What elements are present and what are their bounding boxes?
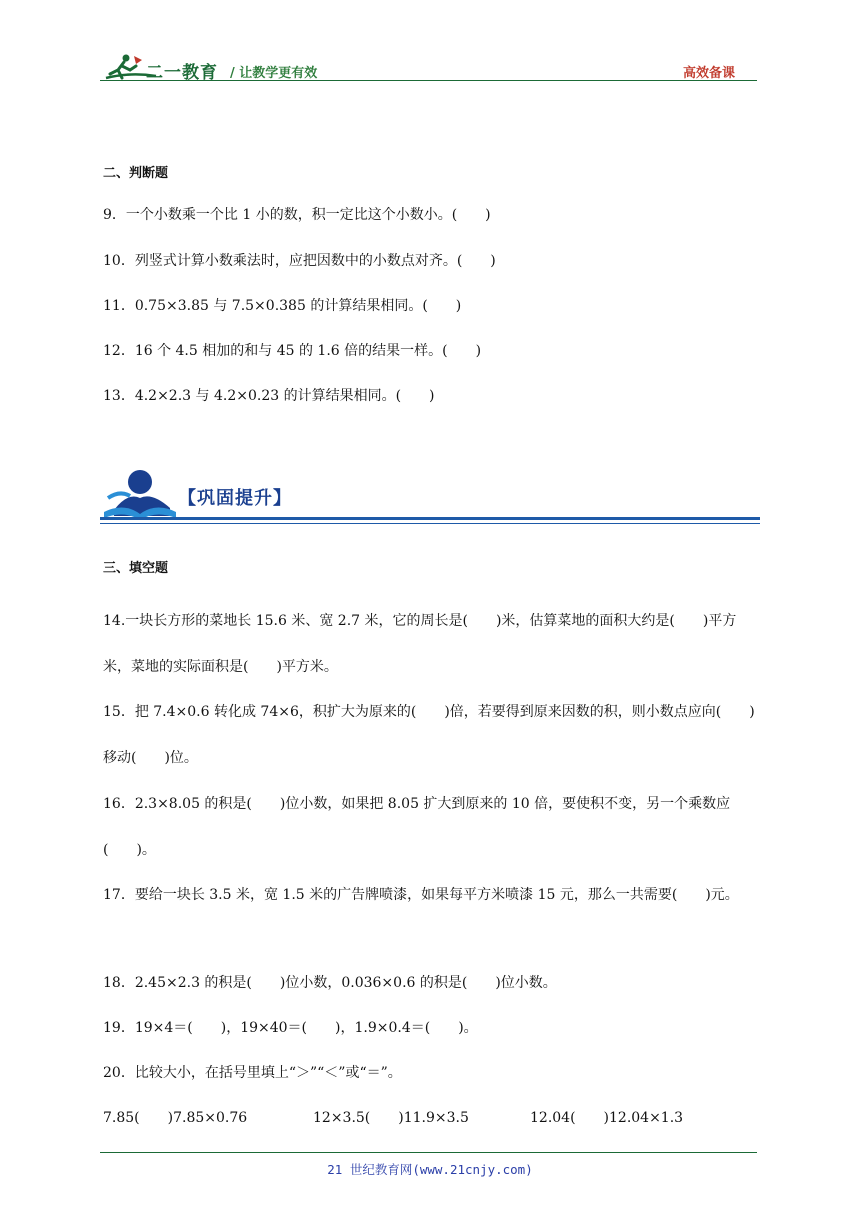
question-16: 16．2.3×8.05 的积是( )位小数，如果把 8.05 扩大到原来的 10 倍，要使积不变，另一个乘数应( )。 (103, 796, 731, 858)
question-12: 12．16 个 4.5 相加的和与 45 的 1.6 倍的结果一样。( ) (103, 343, 482, 359)
question-20: 20．比较大小，在括号里填上“＞”“＜”或“＝”。 (103, 1065, 402, 1081)
question-10: 10．列竖式计算小数乘法时，应把因数中的小数点对齐。( ) (103, 253, 496, 269)
compare-item-3: 12.04( )12.04×1.3 (530, 1110, 684, 1126)
banner-rule-thin (100, 523, 760, 524)
section-title-fill-blank: 三、填空题 (103, 561, 169, 576)
question-17: 17．要给一块长 3.5 米，宽 1.5 米的广告牌喷漆，如果每平方米喷漆 15 元，那么一共需要( )元。 (103, 887, 739, 903)
question-19: 19．19×4＝( )，19×40＝( )，1.9×0.4＝( )。 (103, 1020, 478, 1036)
compare-item-2: 12×3.5( )11.9×3.5 (313, 1110, 469, 1126)
footer-text: 21 世纪教育网(www.21cnjy.com) (327, 1162, 533, 1177)
footer-divider (100, 1152, 757, 1153)
header-tagline: 高效备课 (683, 66, 736, 81)
question-13: 13．4.2×2.3 与 4.2×0.23 的计算结果相同。( ) (103, 388, 435, 404)
header-divider (100, 80, 757, 81)
question-18: 18．2.45×2.3 的积是( )位小数，0.036×0.6 的积是( )位小数。 (103, 975, 557, 991)
banner-rule-thick (100, 517, 760, 520)
section-title-judgement: 二、判断题 (103, 166, 169, 181)
compare-item-1: 7.85( )7.85×0.76 (103, 1110, 248, 1126)
logo-text: 二一教育 (146, 63, 218, 83)
question-14: 14.一块长方形的菜地长 15.6 米、宽 2.7 米，它的周长是( )米，估算菜地的面积大约是( )平方米，菜地的实际面积是( )平方米。 (103, 613, 737, 675)
header-slogan: / 让教学更有效 (230, 66, 318, 81)
question-15: 15．把 7.4×0.6 转化成 74×6，积扩大为原来的( )倍，若要得到原来因数的积，则小数点应向( )移动( )位。 (103, 704, 755, 766)
question-11: 11．0.75×3.85 与 7.5×0.385 的计算结果相同。( ) (103, 298, 462, 314)
banner-title: 【巩固提升】 (178, 488, 292, 509)
question-9: 9．一个小数乘一个比 1 小的数，积一定比这个小数小。( ) (103, 207, 491, 223)
